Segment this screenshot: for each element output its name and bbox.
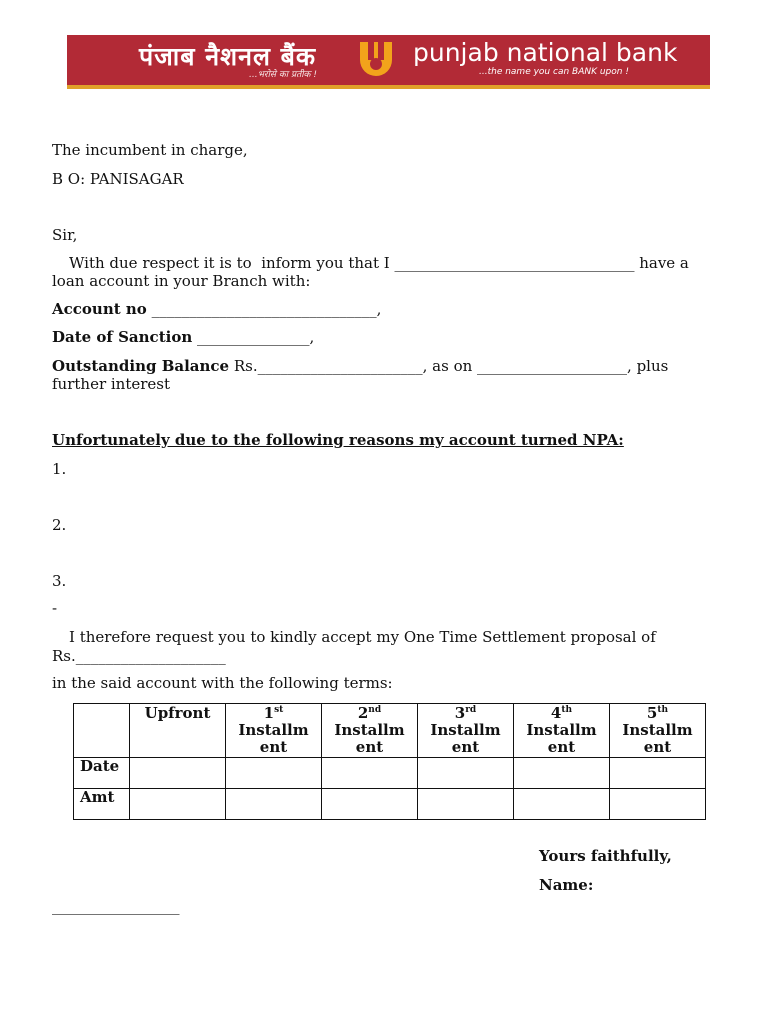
intro-line-2: loan account in your Branch with: bbox=[52, 272, 311, 290]
header-text: Installm bbox=[430, 721, 501, 739]
header-text: Installm bbox=[238, 721, 309, 739]
header-text-cont: ent bbox=[451, 738, 480, 756]
header-text: Installm bbox=[622, 721, 693, 739]
header-number: 2 bbox=[357, 704, 369, 722]
pnb-logo-icon bbox=[354, 38, 398, 82]
table-corner-cell bbox=[74, 704, 130, 758]
header-installment-1 bbox=[226, 704, 322, 758]
date-sanction-line bbox=[52, 328, 314, 346]
header-installment-5 bbox=[610, 704, 706, 758]
header-ordinal: th bbox=[561, 705, 573, 715]
date-cell-installment-1[interactable] bbox=[226, 758, 322, 789]
name-label: Name: bbox=[539, 876, 594, 894]
request-line-2: Rs.____________________ bbox=[52, 647, 226, 665]
table-row-date bbox=[74, 758, 706, 789]
header-ordinal: nd bbox=[368, 705, 382, 715]
header-text: Installm bbox=[334, 721, 405, 739]
header-installment-3 bbox=[418, 704, 514, 758]
header-ordinal: rd bbox=[465, 705, 477, 715]
header-installment-2 bbox=[322, 704, 418, 758]
date-sanction-label: Date of Sanction bbox=[52, 328, 193, 346]
outstanding-line-2: further interest bbox=[52, 375, 171, 393]
reasons-heading: Unfortunately due to the following reasons my account turned NPA: bbox=[52, 431, 624, 449]
account-no-field: ______________________________, bbox=[146, 300, 382, 318]
branch-line: B O: PANISAGAR bbox=[52, 170, 184, 188]
date-cell-installment-2[interactable] bbox=[322, 758, 418, 789]
outstanding-field: Rs.______________________, as on ____________________, plus bbox=[229, 357, 669, 375]
header-number: 4 bbox=[550, 704, 562, 722]
amt-cell-installment-4[interactable] bbox=[514, 789, 610, 820]
header-number: 1 bbox=[263, 704, 275, 722]
account-no-label: Account no bbox=[52, 300, 147, 318]
header-text: Installm bbox=[526, 721, 597, 739]
terms-intro: in the said account with the following terms: bbox=[52, 674, 393, 692]
amt-cell-upfront[interactable] bbox=[130, 789, 226, 820]
intro-line-1: With due respect it is to inform you that I ________________________________ have a bbox=[69, 254, 689, 272]
reason-item-1: 1. bbox=[52, 460, 67, 478]
signature-line: _________________ bbox=[52, 897, 180, 915]
amt-cell-installment-5[interactable] bbox=[610, 789, 706, 820]
header-text-cont: ent bbox=[259, 738, 288, 756]
closing-line: Yours faithfully, bbox=[539, 847, 672, 865]
row-label-date: Date bbox=[74, 758, 130, 789]
date-sanction-field: _______________, bbox=[192, 328, 315, 346]
outstanding-line bbox=[52, 357, 668, 375]
salutation: Sir, bbox=[52, 226, 78, 244]
addressee-line: The incumbent in charge, bbox=[52, 141, 248, 159]
bank-name-hindi: पंजाब नैशनल बैंक bbox=[139, 42, 317, 71]
date-cell-upfront[interactable] bbox=[130, 758, 226, 789]
outstanding-label: Outstanding Balance bbox=[52, 357, 230, 375]
header-text: Upfront bbox=[144, 704, 211, 722]
amt-cell-installment-1[interactable] bbox=[226, 789, 322, 820]
bank-banner bbox=[67, 35, 710, 89]
amt-cell-installment-2[interactable] bbox=[322, 789, 418, 820]
header-number: 5 bbox=[646, 704, 658, 722]
table-row-amt bbox=[74, 789, 706, 820]
header-text-cont: ent bbox=[643, 738, 672, 756]
date-cell-installment-4[interactable] bbox=[514, 758, 610, 789]
reason-item-3: 3. bbox=[52, 572, 67, 590]
request-line-1: I therefore request you to kindly accept my One Time Settlement proposal of bbox=[69, 628, 656, 646]
header-ordinal: st bbox=[274, 705, 284, 715]
bank-tagline-english: ...the name you can BANK upon ! bbox=[479, 67, 629, 77]
header-text-cont: ent bbox=[355, 738, 384, 756]
header-number: 3 bbox=[454, 704, 466, 722]
header-ordinal: th bbox=[657, 705, 669, 715]
date-cell-installment-3[interactable] bbox=[418, 758, 514, 789]
bank-name-english: punjab national bank bbox=[413, 38, 678, 67]
reason-item-2: 2. bbox=[52, 516, 67, 534]
date-cell-installment-5[interactable] bbox=[610, 758, 706, 789]
account-no-line bbox=[52, 300, 381, 318]
dash-mark: - bbox=[52, 599, 58, 617]
header-upfront bbox=[130, 704, 226, 758]
amt-cell-installment-3[interactable] bbox=[418, 789, 514, 820]
settlement-terms-table bbox=[73, 703, 706, 820]
header-installment-4 bbox=[514, 704, 610, 758]
row-label-amt: Amt bbox=[74, 789, 130, 820]
table-header-row bbox=[74, 704, 706, 758]
header-text-cont: ent bbox=[547, 738, 576, 756]
bank-tagline-hindi: ...भरोसे का प्रतीक ! bbox=[249, 70, 317, 80]
